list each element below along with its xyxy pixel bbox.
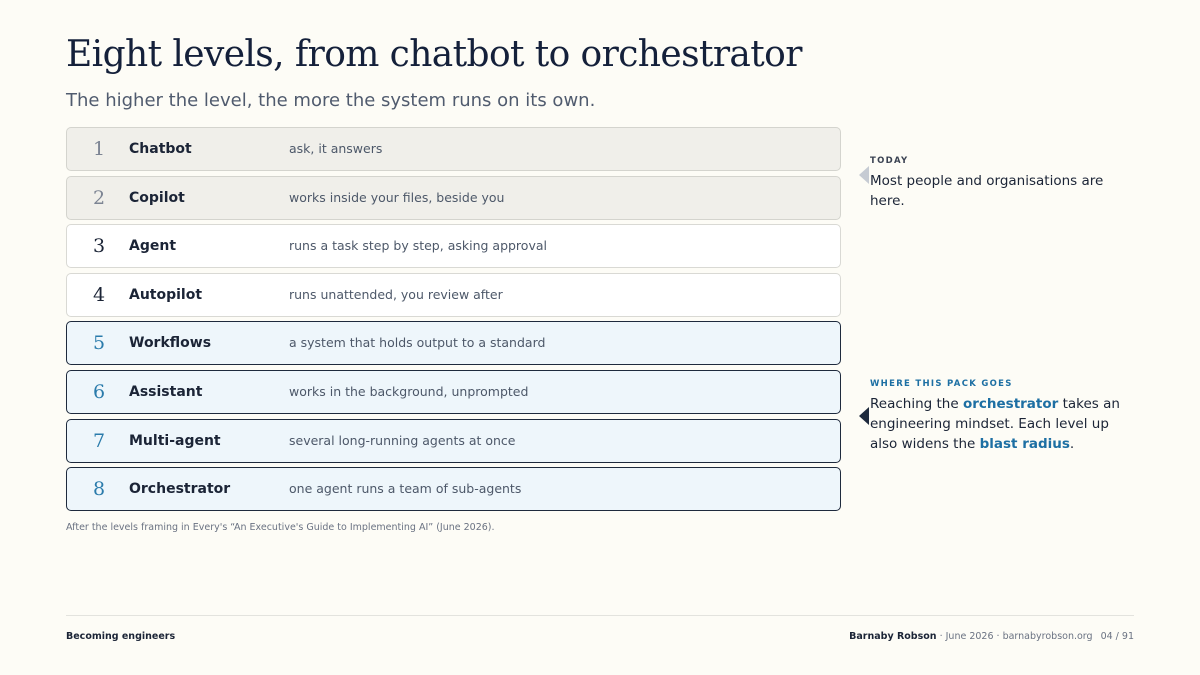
level-name: Autopilot [129, 286, 203, 303]
level-name: Workflows [129, 335, 212, 352]
level-row-orchestrator [66, 467, 841, 511]
destination-note-text-part: . [1069, 436, 1075, 452]
level-row-chatbot [66, 127, 841, 171]
orchestrator-highlight: orchestrator [962, 396, 1059, 412]
level-name: Agent [129, 238, 177, 255]
footer-meta [849, 631, 1134, 642]
level-number: 7 [92, 429, 106, 452]
today-note-label: TODAY [870, 156, 909, 166]
level-number: 6 [92, 380, 106, 403]
level-description: works inside your files, beside you [289, 189, 505, 205]
level-name: Chatbot [129, 141, 192, 157]
level-name: Copilot [129, 189, 185, 206]
level-description: works in the background, unprompted [289, 383, 529, 399]
footer-divider [66, 615, 1134, 616]
level-number: 8 [92, 478, 106, 501]
level-name: Orchestrator [129, 481, 231, 498]
level-description: several long-running agents at once [289, 432, 516, 448]
destination-note [870, 379, 1132, 454]
today-marker-icon [859, 166, 869, 184]
page-number: 04 / 91 [1100, 631, 1134, 642]
destination-note-text-part: takes an engineering mindset. Each level up also widens the [870, 396, 1120, 452]
footer-deck-title: Becoming engineers [66, 631, 176, 642]
destination-note-label: WHERE THIS PACK GOES [870, 379, 1013, 389]
level-row-assistant [66, 370, 841, 414]
level-number: 5 [92, 332, 106, 355]
level-number: 1 [92, 138, 106, 160]
level-description: a system that holds output to a standard [289, 335, 546, 351]
footer-date-site: · June 2026 · barnabyrobson.org [936, 631, 1093, 642]
level-description: ask, it answers [289, 141, 383, 156]
level-row-agent [66, 224, 841, 268]
today-note [870, 156, 1132, 211]
level-number: 2 [92, 186, 106, 209]
level-name: Multi-agent [129, 432, 221, 449]
level-number: 4 [92, 283, 106, 306]
slide-title: Eight levels, from chatbot to orchestrator [66, 34, 802, 75]
source-citation: After the levels framing in Every's “An Executive's Guide to Implementing AI” (June 2026). [66, 522, 495, 533]
level-row-workflows [66, 321, 841, 365]
level-row-multi-agent [66, 419, 841, 463]
levels-list [66, 127, 841, 516]
blast-radius-highlight: blast radius [979, 436, 1070, 452]
destination-marker-icon [859, 407, 869, 425]
level-description: runs a task step by step, asking approval [289, 238, 547, 254]
level-name: Assistant [129, 383, 203, 400]
level-description: one agent runs a team of sub-agents [289, 481, 522, 497]
footer-author: Barnaby Robson [849, 631, 937, 642]
level-description: runs unattended, you review after [289, 286, 503, 302]
level-number: 3 [92, 235, 106, 258]
today-note-text: Most people and organisations are here. [870, 173, 1104, 209]
level-row-copilot [66, 176, 841, 220]
slide-subtitle: The higher the level, the more the system runs on its own. [66, 90, 596, 111]
destination-note-text [870, 394, 1132, 454]
level-row-autopilot [66, 273, 841, 317]
destination-note-text-part: Reaching the [870, 396, 963, 412]
